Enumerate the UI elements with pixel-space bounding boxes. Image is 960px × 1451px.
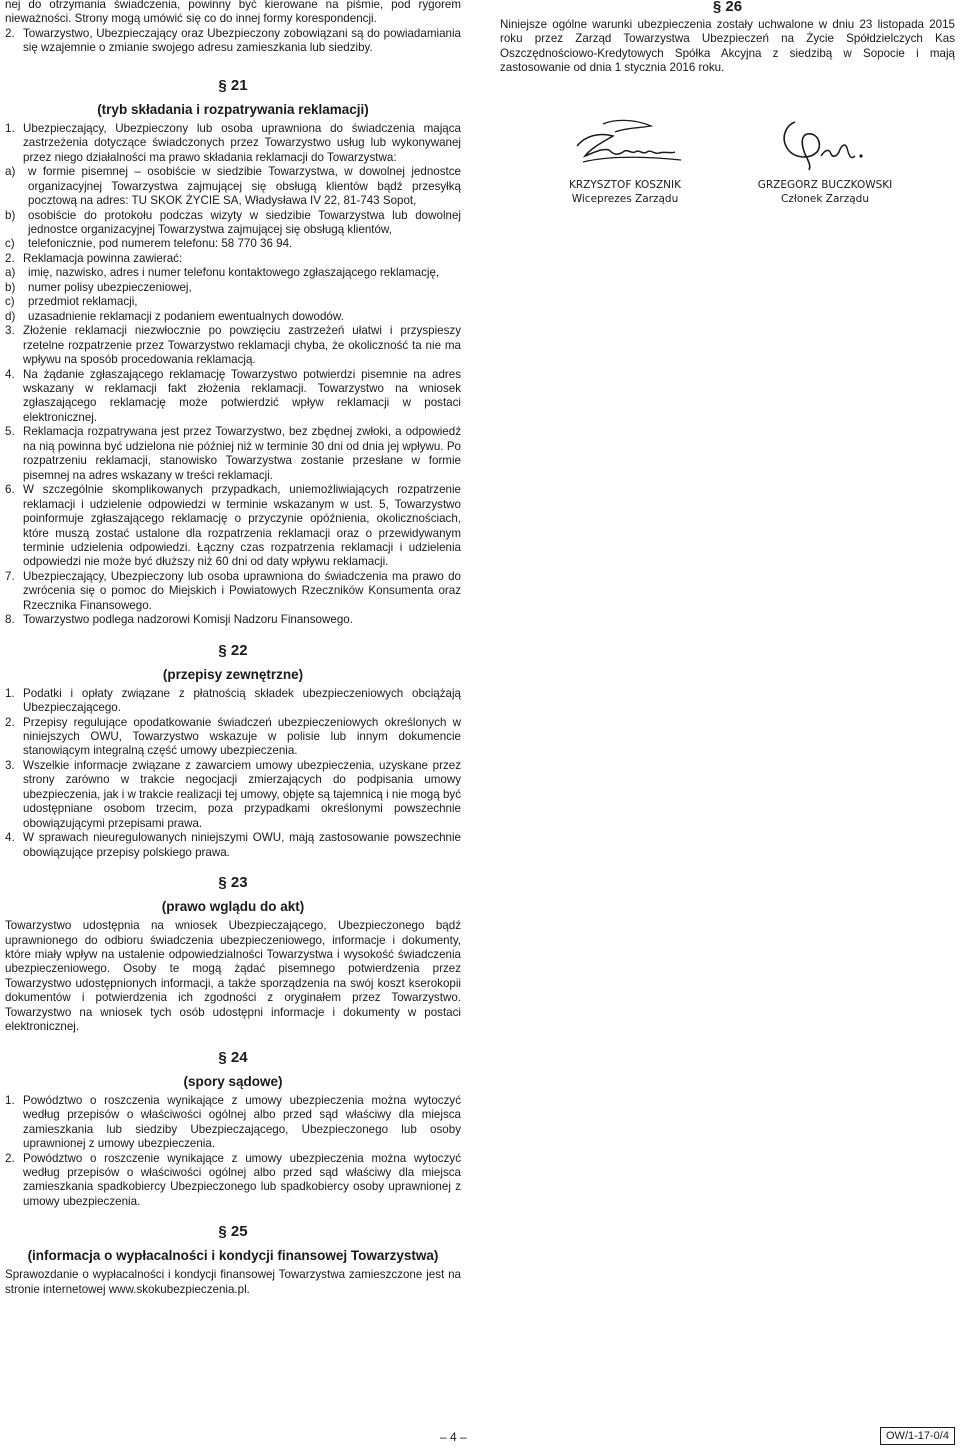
section-21-item-4: 4. Na żądanie zgłaszającego reklamację Towarzystwo potwierdzi pisemnie na adres wskazany w reklamacji fakt złożenia reklamacji. Towarzystwo na wniosek zgłaszającego reklamację może potwierdzić wpływ reklamacji w postaci elektronicznej. xyxy=(5,367,461,424)
signatory-1-name: KRZYSZTOF KOSZNIK xyxy=(569,179,681,191)
section-23-number: § 23 xyxy=(218,874,248,892)
section-23-paragraph: Towarzystwo udostępnia na wniosek Ubezpieczającego, Ubezpieczonego bądź uprawnionego do odbioru świadczenia ubezpieczeniowego, informacje i dokumenty, które miały wpływ na ustalenie odpowiedzialności Towarzystwa i wysokość świadczenia ubezpieczeniowego. Osoby te mogą żądać pisemnego potwierdzenia przez Towarzystwo udostępnionych informacji, a także sporządzenia na swój koszt kserokopii dokumentów i potwierdzenia ich zgodności z oryginałem przez Towarzystwo. Towarzystwo na wniosek tych osób udostępni informacje i dokumenty w postaci elektronicznej. xyxy=(5,919,461,1034)
section-24-item-1: 1. Powództwo o roszczenia wynikające z umowy ubezpieczenia można wytoczyć według przepisów o właściwości ogólnej albo przed sąd właściwy dla miejsca zamieszkania lub siedziby Ubezpieczającego, Ubezpieczonego lub osoby uprawnionej z umowy ubezpieczenia. xyxy=(5,1093,461,1151)
section-22-item-1: 1. Podatki i opłaty związane z płatnością składek ubezpieczeniowych obciążają Ubezpieczającego. xyxy=(5,686,461,715)
right-column xyxy=(500,0,955,205)
section-24-title: (spory sądowe) xyxy=(183,1073,283,1089)
section-21-item-8: 8. Towarzystwo podlega nadzorowi Komisji Nadzoru Finansowego. xyxy=(5,613,353,627)
intro-item-2: 2. Towarzystwo, Ubezpieczający oraz Ubezpieczony zobowiązani są do powiadamiania się wzajemnie o zmianie swojego adresu zamieszkania lub siedziby. xyxy=(5,26,461,55)
section-23-title: (prawo wglądu do akt) xyxy=(161,899,305,915)
handwritten-signature-1 xyxy=(555,112,695,178)
section-25-number: § 25 xyxy=(218,1223,248,1241)
signatory-1-role: Wiceprezes Zarządu xyxy=(571,193,679,205)
section-21-item-1c: c) telefonicznie, pod numerem telefonu: 58 770 36 94. xyxy=(5,237,293,251)
section-21-item-3: 3. Złożenie reklamacji niezwłocznie po powzięciu zastrzeżeń ułatwi i przyspieszy rzetelne rozpatrzenie przez Towarzystwo reklamacji chyba, że okoliczność ta nie ma wpływu na sposób procedowania reklamacją. xyxy=(5,324,461,367)
section-21-item-2d: d) uzasadnienie reklamacji z podaniem ewentualnych dowodów. xyxy=(5,309,344,323)
section-22-number: § 22 xyxy=(218,641,248,659)
section-21-item-2a: a) imię, nazwisko, adres i numer telefonu kontaktowego zgłaszającego reklamację, xyxy=(5,266,440,280)
section-24-number: § 24 xyxy=(218,1048,248,1066)
section-25-paragraph: Sprawozdanie o wypłacalności i kondycji finansowej Towarzystwa zamieszczone jest na stronie internetowej www.skokubezpieczenia.pl. xyxy=(5,1268,461,1296)
section-22-item-3: 3. Wszelkie informacje związane z zawarciem umowy ubezpieczenia, uzyskane przez strony zarówno w trakcie negocjacji zmierzających do podpisania umowy ubezpieczenia, jak i w trakcie realizacji tej umowy, objęte są tajemnicą i nie mogą być udostępniane osobom trzecim, poza przypadkami określonymi powszechnie obowiązującymi przepisami prawa. xyxy=(5,758,461,830)
signatory-2-name: GRZEGORZ BUCZKOWSKI xyxy=(757,179,893,191)
signatory-2-role: Członek Zarządu xyxy=(781,193,869,205)
section-21-item-1: 1. Ubezpieczający, Ubezpieczony lub osoba uprawniona do świadczenia mająca zastrzeżenia dotyczące świadczonych przez Towarzystwo usług lub wykonywanej przez niego działalności ma prawo składania reklamacji do Towarzystwa: xyxy=(5,121,461,164)
signature-block-2 xyxy=(740,112,910,206)
section-22-item-4: 4. W sprawach nieuregulowanych niniejszymi OWU, mają zastosowanie powszechnie obowiązujące przepisy polskiego prawa. xyxy=(5,831,461,859)
section-21-title: (tryb składania i rozpatrywania reklamacji) xyxy=(97,101,369,117)
intro-paragraph: nej do otrzymania świadczenia, powinny być kierowane na piśmie, pod rygorem nieważności. Strony mogą umówić się co do innej formy korespondencji. xyxy=(5,0,461,26)
section-21-item-5: 5. Reklamacja rozpatrywana jest przez Towarzystwo, bez zbędnej zwłoki, a odpowiedź na nią powinna być udzielona nie później niż w terminie 30 dni od dnia jej wpływu. Po rozpatrzeniu reklamacji, stanowisko Towarzystwa zostanie przesłane w formie pisemnej na adres wskazany w treści reklamacji. xyxy=(5,425,461,482)
left-column xyxy=(5,0,461,1297)
section-22-item-2: 2. Przepisy regulujące opodatkowanie świadczeń ubezpieczeniowych określonych w niniejszych OWU, Towarzystwo wskazuje w polisie lub innym dokumencie stanowiącym integralną część umowy ubezpieczenia. xyxy=(5,715,461,758)
section-26-number: § 26 xyxy=(712,0,743,15)
section-21-item-6: 6. W szczególnie skomplikowanych przypadkach, uniemożliwiających rozpatrzenie reklamacji i udzielenie odpowiedzi w terminie wskazanym w ust. 5, Towarzystwo poinformuje zgłaszającego reklamację o przyczynie opóźnienia, okolicznościach, które muszą zostać ustalone dla rozpatrzenia reklamacji oraz o przewidywanym terminie udzielenia odpowiedzi. Łączny czas rozpatrzenia reklamacji i udzielenia odpowiedzi nie może być dłuższy niż 60 dni od daty wpływu reklamacji. xyxy=(5,483,461,569)
section-21-item-2c: c) przedmiot reklamacji, xyxy=(5,295,138,309)
section-21-item-1a: a) w formie pisemnej – osobiście w siedzibie Towarzystwa, w dowolnej jednostce organizacyjnej Towarzystwa zajmującej się obsługą klientów bądź przesyłką pocztową na adres: TU SKOK ŻYCIE SA, Władysława IV 22, 81-743 Sopot, xyxy=(5,165,461,208)
document-code: OW/1-17-0/4 xyxy=(880,1427,955,1445)
section-26-paragraph: Niniejsze ogólne warunki ubezpieczenia zostały uchwalone w dniu 23 listopada 2015 roku przez Zarząd Towarzystwa Ubezpieczeń na Życie Spółdzielczych Kas Oszczędnościowo-Kredytowych Spółka Akcyjna z siedzibą w Sopocie i mają zastosowanie od dnia 1 stycznia 2016 roku. xyxy=(500,18,955,75)
section-21-item-7: 7. Ubezpieczający, Ubezpieczony lub osoba uprawniona do świadczenia ma prawo do zwrócenia się o pomoc do Miejskich i Powiatowych Rzeczników Konsumenta oraz Rzecznika Finansowego. xyxy=(5,569,461,612)
signatures xyxy=(540,112,920,222)
section-21-item-2: 2. Reklamacja powinna zawierać: xyxy=(5,251,183,265)
handwritten-signature-2 xyxy=(755,112,895,178)
signature-block-1 xyxy=(540,112,710,206)
section-21-item-1b: b) osobiście do protokołu podczas wizyty w siedzibie Towarzystwa lub dowolnej jednostce organizacyjnej Towarzystwa zajmującej się obsługą klientów, xyxy=(5,208,461,236)
section-25-title: (informacja o wypłacalności i kondycji finansowej Towarzystwa) xyxy=(27,1248,439,1264)
section-22-title: (przepisy zewnętrzne) xyxy=(162,666,304,682)
section-21-item-2b: b) numer polisy ubezpieczeniowej, xyxy=(5,280,192,294)
section-24-item-2: 2. Powództwo o roszczenie wynikające z umowy ubezpieczenia można wytoczyć według przepisów o właściwości ogólnej albo przed sąd właściwy dla miejsca zamieszkania spadkobiercy Ubezpieczonego lub spadkobiercy osoby uprawnionej z umowy ubezpieczenia. xyxy=(5,1151,461,1208)
section-21-number: § 21 xyxy=(218,76,248,94)
page-number: – 4 – xyxy=(440,1430,467,1444)
